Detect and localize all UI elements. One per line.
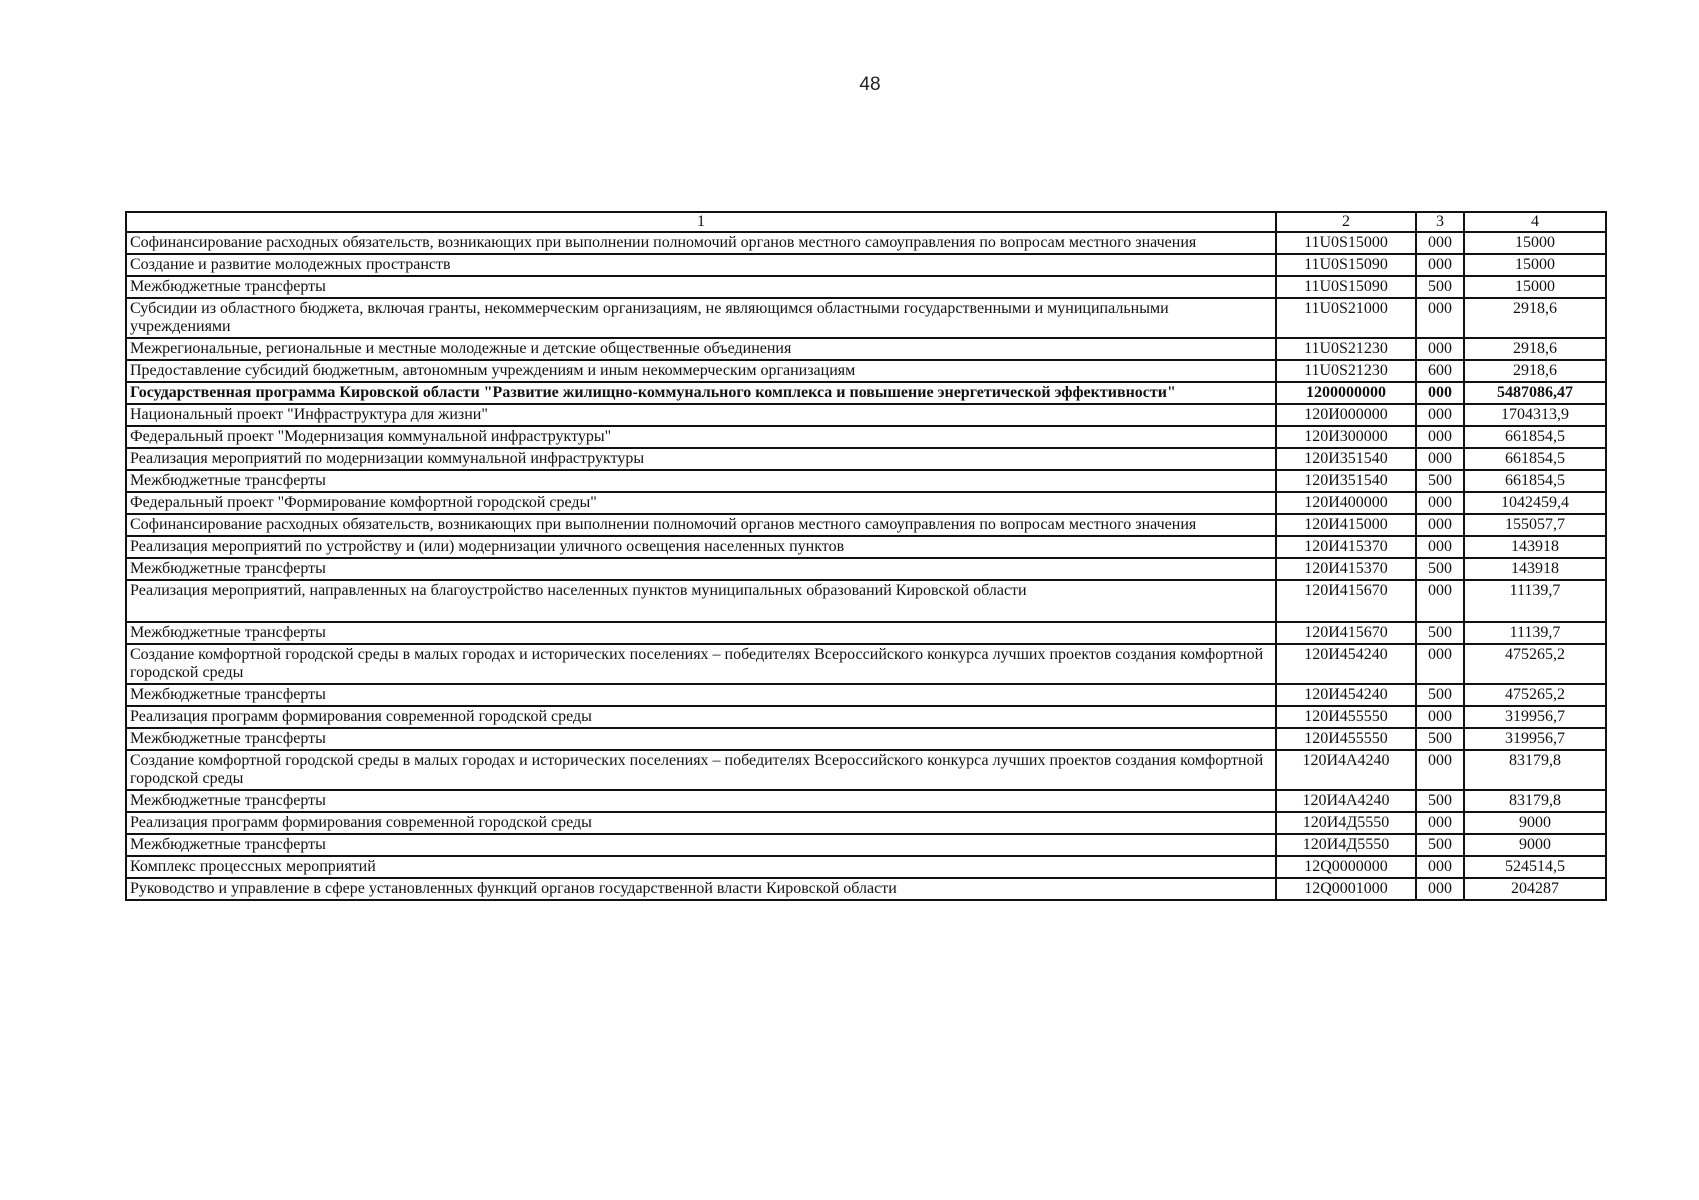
table-row <box>126 580 1606 622</box>
budget-table-body <box>126 212 1606 900</box>
row-sum-cell: 11139,7 <box>1464 580 1606 622</box>
row-type-cell: 500 <box>1416 684 1464 706</box>
header-row <box>126 212 1606 232</box>
row-sum-cell: 204287 <box>1464 878 1606 900</box>
row-sum-cell: 319956,7 <box>1464 706 1606 728</box>
header-col-1: 1 <box>126 212 1276 232</box>
row-sum-cell: 15000 <box>1464 276 1606 298</box>
header-col-3: 3 <box>1416 212 1464 232</box>
row-type-cell: 000 <box>1416 404 1464 426</box>
row-name-cell: Создание комфортной городской среды в малых городах и исторических поселениях – победителях Всероссийского конкурса лучших проектов создания комфортной городской среды <box>126 644 1276 684</box>
row-code-cell: 120И415370 <box>1276 558 1416 580</box>
row-type-cell: 000 <box>1416 254 1464 276</box>
table-row <box>126 684 1606 706</box>
row-type-cell: 000 <box>1416 878 1464 900</box>
row-name-cell: Комплекс процессных мероприятий <box>126 856 1276 878</box>
row-type-cell: 500 <box>1416 276 1464 298</box>
row-sum-cell: 9000 <box>1464 812 1606 834</box>
row-type-cell: 000 <box>1416 448 1464 470</box>
row-code-cell: 11U0S15090 <box>1276 276 1416 298</box>
table-row <box>126 536 1606 558</box>
table-row <box>126 514 1606 536</box>
row-sum-cell: 475265,2 <box>1464 684 1606 706</box>
table-row <box>126 298 1606 338</box>
row-name-cell: Межрегиональные, региональные и местные молодежные и детские общественные объединения <box>126 338 1276 360</box>
row-code-cell: 11U0S15090 <box>1276 254 1416 276</box>
row-sum-cell: 661854,5 <box>1464 426 1606 448</box>
row-sum-cell: 661854,5 <box>1464 448 1606 470</box>
row-name-cell: Межбюджетные трансферты <box>126 834 1276 856</box>
table-row <box>126 426 1606 448</box>
table-row <box>126 448 1606 470</box>
row-name-cell: Федеральный проект "Формирование комфортной городской среды" <box>126 492 1276 514</box>
row-code-cell: 120И415670 <box>1276 580 1416 622</box>
row-code-cell: 120И351540 <box>1276 448 1416 470</box>
row-type-cell: 500 <box>1416 790 1464 812</box>
row-code-cell: 120И4Д5550 <box>1276 812 1416 834</box>
header-col-4: 4 <box>1464 212 1606 232</box>
table-row <box>126 856 1606 878</box>
row-name-cell: Межбюджетные трансферты <box>126 558 1276 580</box>
budget-table <box>125 211 1607 901</box>
table-row <box>126 558 1606 580</box>
row-name-cell: Реализация мероприятий по устройству и (или) модернизации уличного освещения населенных пунктов <box>126 536 1276 558</box>
row-type-cell: 000 <box>1416 812 1464 834</box>
table-row <box>126 834 1606 856</box>
row-sum-cell: 1704313,9 <box>1464 404 1606 426</box>
row-type-cell: 000 <box>1416 856 1464 878</box>
row-type-cell: 000 <box>1416 232 1464 254</box>
row-sum-cell: 83179,8 <box>1464 750 1606 790</box>
row-code-cell: 1200000000 <box>1276 382 1416 404</box>
row-type-cell: 500 <box>1416 834 1464 856</box>
row-name-cell: Межбюджетные трансферты <box>126 470 1276 492</box>
table-row <box>126 750 1606 790</box>
row-sum-cell: 319956,7 <box>1464 728 1606 750</box>
row-name-cell: Реализация мероприятий по модернизации коммунальной инфраструктуры <box>126 448 1276 470</box>
row-name-cell: Межбюджетные трансферты <box>126 622 1276 644</box>
row-code-cell: 11U0S15000 <box>1276 232 1416 254</box>
row-sum-cell: 15000 <box>1464 254 1606 276</box>
row-sum-cell: 2918,6 <box>1464 360 1606 382</box>
row-type-cell: 000 <box>1416 492 1464 514</box>
row-code-cell: 120И4Д5550 <box>1276 834 1416 856</box>
row-code-cell: 11U0S21000 <box>1276 298 1416 338</box>
row-code-cell: 12Q0000000 <box>1276 856 1416 878</box>
row-name-cell: Государственная программа Кировской области "Развитие жилищно-коммунального комплекса и повышение энергетической эффективности" <box>126 382 1276 404</box>
table-row <box>126 790 1606 812</box>
row-sum-cell: 11139,7 <box>1464 622 1606 644</box>
row-name-cell: Федеральный проект "Модернизация коммунальной инфраструктуры" <box>126 426 1276 448</box>
row-type-cell: 500 <box>1416 622 1464 644</box>
row-name-cell: Софинансирование расходных обязательств, возникающих при выполнении полномочий органов местного самоуправления по вопросам местного значения <box>126 514 1276 536</box>
row-code-cell: 11U0S21230 <box>1276 338 1416 360</box>
table-row <box>126 492 1606 514</box>
row-type-cell: 000 <box>1416 514 1464 536</box>
table-row <box>126 338 1606 360</box>
row-sum-cell: 2918,6 <box>1464 298 1606 338</box>
row-type-cell: 000 <box>1416 382 1464 404</box>
row-type-cell: 000 <box>1416 426 1464 448</box>
row-sum-cell: 155057,7 <box>1464 514 1606 536</box>
header-col-2: 2 <box>1276 212 1416 232</box>
row-name-cell: Реализация мероприятий, направленных на благоустройство населенных пунктов муниципальных образований Кировской области <box>126 580 1276 622</box>
row-sum-cell: 9000 <box>1464 834 1606 856</box>
row-name-cell: Реализация программ формирования современной городской среды <box>126 706 1276 728</box>
row-code-cell: 120И415670 <box>1276 622 1416 644</box>
row-name-cell: Межбюджетные трансферты <box>126 790 1276 812</box>
table-row <box>126 644 1606 684</box>
row-code-cell: 120И000000 <box>1276 404 1416 426</box>
table-row <box>126 470 1606 492</box>
row-code-cell: 120И455550 <box>1276 706 1416 728</box>
table-row <box>126 254 1606 276</box>
row-code-cell: 12Q0001000 <box>1276 878 1416 900</box>
row-name-cell: Межбюджетные трансферты <box>126 728 1276 750</box>
row-sum-cell: 475265,2 <box>1464 644 1606 684</box>
row-type-cell: 000 <box>1416 298 1464 338</box>
row-sum-cell: 143918 <box>1464 558 1606 580</box>
row-code-cell: 120И455550 <box>1276 728 1416 750</box>
row-code-cell: 120И415000 <box>1276 514 1416 536</box>
table-row <box>126 728 1606 750</box>
row-name-cell: Создание комфортной городской среды в малых городах и исторических поселениях – победителях Всероссийского конкурса лучших проектов создания комфортной городской среды <box>126 750 1276 790</box>
row-name-cell: Реализация программ формирования современной городской среды <box>126 812 1276 834</box>
row-type-cell: 000 <box>1416 338 1464 360</box>
row-code-cell: 120И400000 <box>1276 492 1416 514</box>
table-row <box>126 382 1606 404</box>
row-name-cell: Софинансирование расходных обязательств, возникающих при выполнении полномочий органов местного самоуправления по вопросам местного значения <box>126 232 1276 254</box>
row-code-cell: 120И4А4240 <box>1276 790 1416 812</box>
row-name-cell: Межбюджетные трансферты <box>126 276 1276 298</box>
row-sum-cell: 15000 <box>1464 232 1606 254</box>
row-type-cell: 000 <box>1416 536 1464 558</box>
row-name-cell: Создание и развитие молодежных пространств <box>126 254 1276 276</box>
row-sum-cell: 5487086,47 <box>1464 382 1606 404</box>
row-code-cell: 120И351540 <box>1276 470 1416 492</box>
table-row <box>126 706 1606 728</box>
table-row <box>126 276 1606 298</box>
row-type-cell: 000 <box>1416 750 1464 790</box>
table-row <box>126 404 1606 426</box>
table-row <box>126 232 1606 254</box>
row-name-cell: Национальный проект "Инфраструктура для жизни" <box>126 404 1276 426</box>
page-number: 48 <box>859 74 881 95</box>
row-type-cell: 000 <box>1416 580 1464 622</box>
row-sum-cell: 524514,5 <box>1464 856 1606 878</box>
row-type-cell: 500 <box>1416 470 1464 492</box>
row-type-cell: 000 <box>1416 644 1464 684</box>
row-type-cell: 500 <box>1416 728 1464 750</box>
row-name-cell: Руководство и управление в сфере установленных функций органов государственной власти Кировской области <box>126 878 1276 900</box>
table-row <box>126 878 1606 900</box>
row-code-cell: 11U0S21230 <box>1276 360 1416 382</box>
row-code-cell: 120И454240 <box>1276 684 1416 706</box>
table-row <box>126 622 1606 644</box>
row-type-cell: 000 <box>1416 706 1464 728</box>
row-sum-cell: 83179,8 <box>1464 790 1606 812</box>
row-sum-cell: 1042459,4 <box>1464 492 1606 514</box>
row-type-cell: 600 <box>1416 360 1464 382</box>
row-code-cell: 120И4А4240 <box>1276 750 1416 790</box>
row-name-cell: Межбюджетные трансферты <box>126 684 1276 706</box>
row-name-cell: Субсидии из областного бюджета, включая гранты, некоммерческим организациям, не являющимся областными государственными и муниципальными учреждениями <box>126 298 1276 338</box>
row-code-cell: 120И454240 <box>1276 644 1416 684</box>
table-row <box>126 812 1606 834</box>
row-sum-cell: 143918 <box>1464 536 1606 558</box>
row-sum-cell: 2918,6 <box>1464 338 1606 360</box>
row-code-cell: 120И415370 <box>1276 536 1416 558</box>
row-name-cell: Предоставление субсидий бюджетным, автономным учреждениям и иным некоммерческим организациям <box>126 360 1276 382</box>
row-code-cell: 120И300000 <box>1276 426 1416 448</box>
row-sum-cell: 661854,5 <box>1464 470 1606 492</box>
table-row <box>126 360 1606 382</box>
row-type-cell: 500 <box>1416 558 1464 580</box>
